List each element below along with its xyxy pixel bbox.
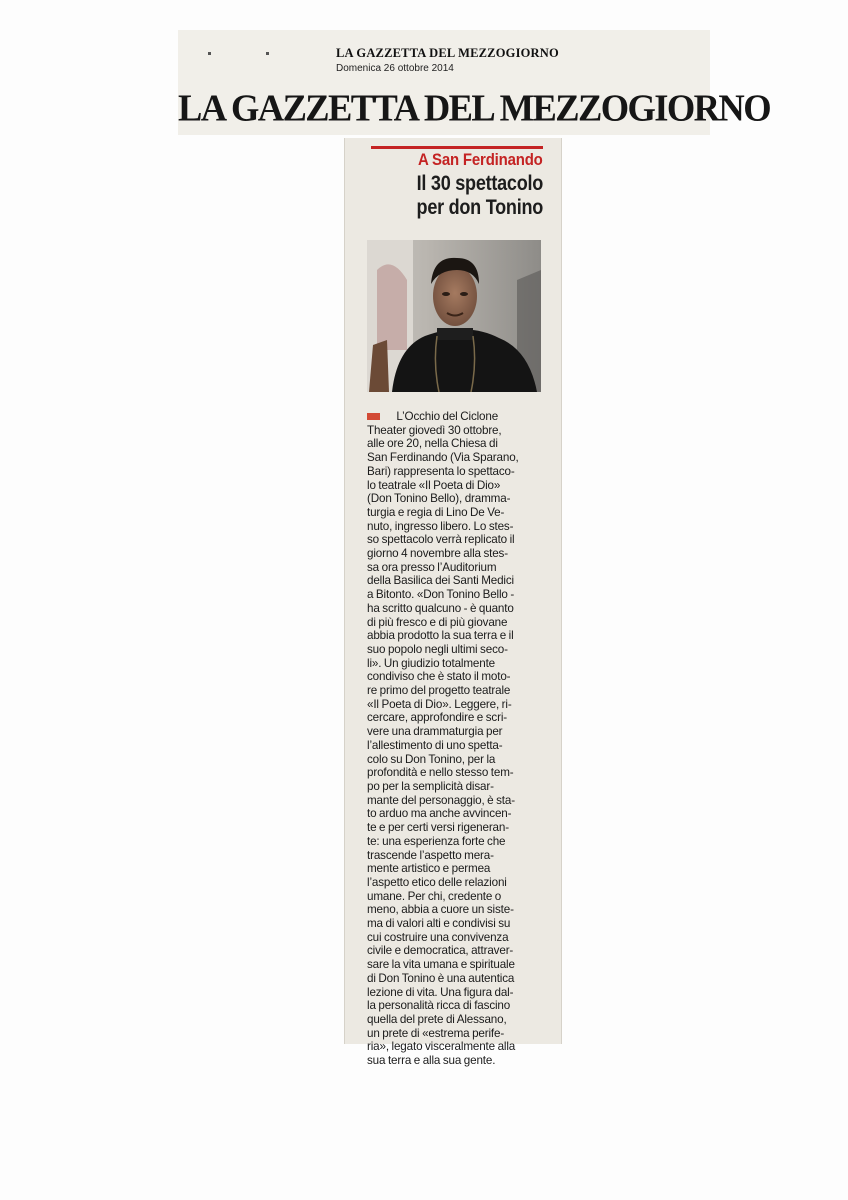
body-line: San Ferdinando (Via Sparano, (367, 450, 519, 465)
body-line: ha scritto qualcuno - è quanto (367, 600, 514, 615)
body-line: ma di valori alti e condivisi su (367, 916, 511, 931)
publication-date: Domenica 26 ottobre 2014 (336, 63, 454, 74)
portrait-photo (367, 240, 541, 392)
body-line: te: una esperienza forte che (367, 833, 506, 848)
body-line: lo teatrale «Il Poeta di Dio» (367, 477, 501, 492)
body-line: to arduo ma anche avvincen- (367, 806, 512, 821)
body-line: di Don Tonino è una autentica (367, 970, 515, 985)
body-line: l’aspetto etico delle relazioni (367, 874, 507, 889)
body-line: li». Un giudizio totalmente (367, 655, 495, 670)
headline-line: Il 30 spettacolo (416, 172, 543, 195)
body-line: te e per certi versi rigeneran- (367, 820, 509, 835)
article-clipping (344, 138, 562, 1068)
scan-speck (266, 52, 269, 55)
body-line: sua terra e alla sua gente. (367, 1053, 496, 1068)
body-line: sa ora presso l’Auditorium (367, 559, 497, 574)
article-headline (388, 172, 543, 220)
body-line: alle ore 20, nella Chiesa di (367, 436, 498, 451)
body-line: a Bitonto. «Don Tonino Bello - (367, 587, 515, 602)
body-line: turgia e regia di Lino De Ve- (367, 504, 505, 519)
body-line: profondità e nello stesso tem- (367, 765, 514, 780)
body-line: colo su Don Tonino, per la (367, 751, 496, 766)
body-line: (Don Tonino Bello), dramma- (367, 491, 511, 506)
body-line: po per la semplicità disar- (367, 778, 494, 793)
article-kicker: A San Ferdinando (418, 150, 543, 169)
body-line: «Il Poeta di Dio». Leggere, ri- (367, 696, 512, 711)
body-line: Theater giovedì 30 ottobre, (367, 422, 502, 437)
headline-line: per don Tonino (416, 196, 543, 219)
body-line: suo popolo negli ultimi seco- (367, 641, 508, 656)
body-line: re primo del progetto teatrale (367, 683, 511, 698)
body-line: condiviso che è stato il moto- (367, 669, 511, 684)
body-line: mante del personaggio, è sta- (367, 792, 515, 807)
body-line: umane. Per chi, credente o (367, 888, 502, 903)
body-line: ria», legato visceralmente alla (367, 1039, 516, 1054)
body-line: cercare, approfondire e scri- (367, 710, 508, 725)
kicker-rule (371, 146, 543, 149)
body-line: la personalità ricca di fascino (367, 998, 511, 1013)
body-line: vere una drammaturgia per (367, 724, 503, 739)
body-line: della Basilica dei Santi Medici (367, 573, 514, 588)
body-line: un prete di «estrema perife- (367, 1025, 505, 1040)
body-line: nuto, ingresso libero. Lo stes- (367, 518, 514, 533)
masthead-logo-title: LA GAZZETTA DEL MEZZOGIORNO (178, 85, 770, 129)
body-line: trascende l’aspetto mera- (367, 847, 494, 862)
body-line: lezione di vita. Una figura dal- (367, 984, 514, 999)
article-body (367, 410, 545, 1068)
body-line: mente artistico e permea (367, 861, 491, 876)
body-line: civile e democratica, attraver- (367, 943, 514, 958)
body-line: L’Occhio del Ciclone (396, 409, 499, 423)
body-line: meno, abbia a cuore un siste- (367, 902, 514, 917)
body-line: sare la vita umana e spirituale (367, 957, 515, 972)
body-line: Bari) rappresenta lo spettaco- (367, 463, 515, 478)
newspaper-masthead (178, 30, 770, 135)
body-line: giorno 4 novembre alla stes- (367, 546, 508, 561)
scan-speck (208, 52, 211, 55)
body-line: abbia prodotto la sua terra e il (367, 628, 514, 643)
body-line: so spettacolo verrà replicato il (367, 532, 515, 547)
masthead-small-title: LA GAZZETTA DEL MEZZOGIORNO (336, 46, 559, 60)
body-line: cui costruire una convivenza (367, 929, 509, 944)
body-line: l’allestimento di uno spetta- (367, 737, 503, 752)
body-line: quella del prete di Alessano, (367, 1011, 507, 1026)
body-line: di più fresco e di più giovane (367, 614, 508, 629)
